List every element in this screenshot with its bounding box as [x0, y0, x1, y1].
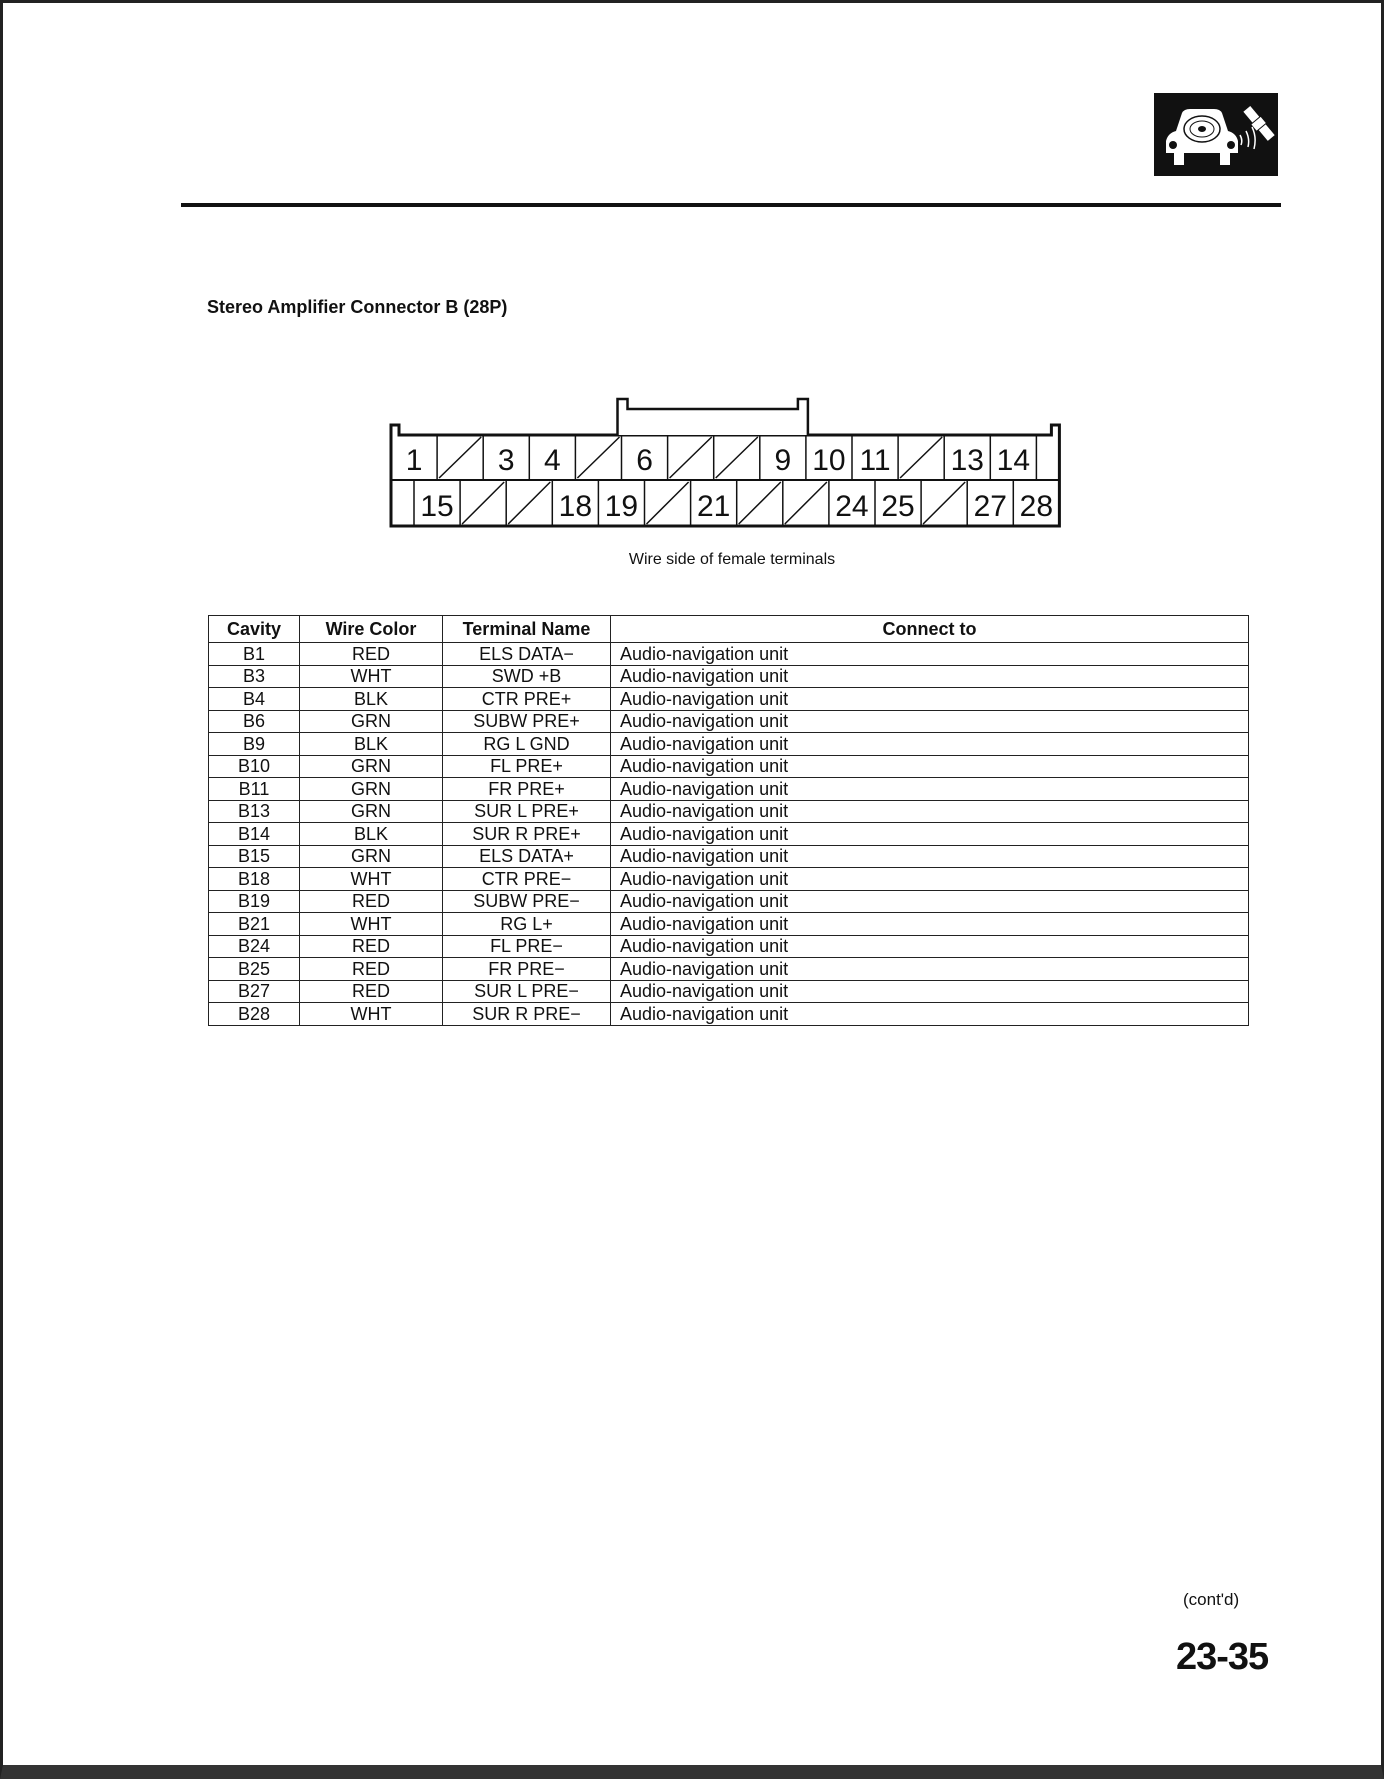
unused-cavity-slash — [716, 437, 758, 478]
cell-wire-color: GRN — [300, 755, 443, 778]
unused-cavity-slash — [439, 437, 481, 478]
table-row — [209, 913, 1249, 936]
cell-cavity: B21 — [209, 913, 300, 936]
cell-terminal-name: SUR R PRE− — [443, 1003, 611, 1026]
cell-connect-to: Audio-navigation unit — [611, 755, 1249, 778]
connector-diagram — [380, 395, 1080, 545]
cell-cavity: B13 — [209, 800, 300, 823]
cell-connect-to: Audio-navigation unit — [611, 733, 1249, 756]
cell-terminal-name: ELS DATA+ — [443, 845, 611, 868]
cell-wire-color: WHT — [300, 868, 443, 891]
header-rule — [181, 203, 1281, 207]
unused-cavity-slash — [670, 437, 712, 478]
cavity-number: 27 — [973, 490, 1007, 523]
cell-connect-to: Audio-navigation unit — [611, 688, 1249, 711]
cell-wire-color: BLK — [300, 823, 443, 846]
cell-connect-to: Audio-navigation unit — [611, 823, 1249, 846]
unused-cavity-slash — [785, 482, 827, 524]
cell-connect-to: Audio-navigation unit — [611, 868, 1249, 891]
table-row — [209, 823, 1249, 846]
cell-cavity: B4 — [209, 688, 300, 711]
table-row — [209, 643, 1249, 666]
table-row — [209, 958, 1249, 981]
unused-cavity-slash — [647, 482, 689, 524]
cell-connect-to: Audio-navigation unit — [611, 913, 1249, 936]
cell-terminal-name: CTR PRE+ — [443, 688, 611, 711]
cell-terminal-name: FL PRE− — [443, 935, 611, 958]
cell-wire-color: GRN — [300, 778, 443, 801]
cell-wire-color: GRN — [300, 710, 443, 733]
cell-terminal-name: FR PRE+ — [443, 778, 611, 801]
cavity-number: 18 — [558, 490, 593, 523]
unused-cavity-slash — [577, 437, 619, 478]
cell-connect-to: Audio-navigation unit — [611, 935, 1249, 958]
cell-terminal-name: SWD +B — [443, 665, 611, 688]
cavity-number: 28 — [1019, 490, 1054, 523]
unused-cavity-slash — [739, 482, 781, 524]
cell-cavity: B9 — [209, 733, 300, 756]
cell-cavity: B27 — [209, 980, 300, 1003]
cell-connect-to: Audio-navigation unit — [611, 890, 1249, 913]
table-header-row — [209, 616, 1249, 643]
table-row — [209, 778, 1249, 801]
cell-terminal-name: SUBW PRE+ — [443, 710, 611, 733]
cell-connect-to: Audio-navigation unit — [611, 800, 1249, 823]
cell-terminal-name: FL PRE+ — [443, 755, 611, 778]
table-row — [209, 688, 1249, 711]
unused-cavity-slash — [508, 482, 550, 524]
cell-wire-color: RED — [300, 643, 443, 666]
cell-connect-to: Audio-navigation unit — [611, 710, 1249, 733]
section-title: Stereo Amplifier Connector B (28P) — [207, 297, 508, 317]
cell-cavity: B10 — [209, 755, 300, 778]
audio-navigation-section-icon — [1154, 93, 1278, 176]
cell-terminal-name: ELS DATA− — [443, 643, 611, 666]
cell-wire-color: RED — [300, 935, 443, 958]
cell-terminal-name: SUR L PRE+ — [443, 800, 611, 823]
cell-cavity: B18 — [209, 868, 300, 891]
cell-wire-color: GRN — [300, 845, 443, 868]
table-row — [209, 665, 1249, 688]
cavity-number: 14 — [996, 444, 1031, 477]
cell-connect-to: Audio-navigation unit — [611, 980, 1249, 1003]
table-row — [209, 845, 1249, 868]
cell-cavity: B19 — [209, 890, 300, 913]
cavity-number: 9 — [774, 444, 792, 477]
table-row — [209, 890, 1249, 913]
table-row — [209, 980, 1249, 1003]
cavity-number: 24 — [835, 490, 869, 523]
unused-cavity-slash — [923, 482, 965, 524]
cell-terminal-name: SUR L PRE− — [443, 980, 611, 1003]
table-row — [209, 935, 1249, 958]
cell-cavity: B11 — [209, 778, 300, 801]
header-cavity: Cavity — [209, 616, 300, 643]
cell-cavity: B14 — [209, 823, 300, 846]
cavity-number: 25 — [881, 490, 915, 523]
cavity-number: 1 — [405, 444, 423, 477]
cavity-number: 19 — [604, 490, 639, 523]
cell-terminal-name: SUBW PRE− — [443, 890, 611, 913]
cell-cavity: B6 — [209, 710, 300, 733]
connector-lock-tab — [618, 399, 808, 435]
connector-caption: Wire side of female terminals — [628, 551, 836, 568]
cell-wire-color: RED — [300, 958, 443, 981]
cell-connect-to: Audio-navigation unit — [611, 958, 1249, 981]
cell-wire-color: GRN — [300, 800, 443, 823]
cell-terminal-name: RG L GND — [443, 733, 611, 756]
cell-wire-color: RED — [300, 890, 443, 913]
unused-cavity-slash — [462, 482, 504, 524]
cavity-number: 10 — [812, 444, 846, 477]
cell-cavity: B15 — [209, 845, 300, 868]
header-terminal-name: Terminal Name — [443, 616, 611, 643]
cavity-number: 15 — [420, 490, 454, 523]
cell-cavity: B28 — [209, 1003, 300, 1026]
header-wire-color: Wire Color — [300, 616, 443, 643]
cell-connect-to: Audio-navigation unit — [611, 778, 1249, 801]
cell-cavity: B3 — [209, 665, 300, 688]
cell-wire-color: WHT — [300, 913, 443, 936]
pinout-table — [208, 615, 1249, 1026]
table-row — [209, 800, 1249, 823]
cell-connect-to: Audio-navigation unit — [611, 665, 1249, 688]
table-row — [209, 733, 1249, 756]
table-row — [209, 755, 1249, 778]
cell-connect-to: Audio-navigation unit — [611, 1003, 1249, 1026]
cell-connect-to: Audio-navigation unit — [611, 845, 1249, 868]
cell-wire-color: RED — [300, 980, 443, 1003]
cell-terminal-name: SUR R PRE+ — [443, 823, 611, 846]
cell-terminal-name: CTR PRE− — [443, 868, 611, 891]
continued-label: (cont'd) — [1183, 1590, 1240, 1609]
cavity-number: 13 — [950, 444, 984, 477]
table-row — [209, 868, 1249, 891]
header-connect-to: Connect to — [611, 616, 1249, 643]
cell-connect-to: Audio-navigation unit — [611, 643, 1249, 666]
cell-terminal-name: FR PRE− — [443, 958, 611, 981]
cavity-number: 3 — [497, 444, 515, 477]
page-number: 23-35 — [1176, 1636, 1269, 1678]
cell-wire-color: WHT — [300, 665, 443, 688]
table-row — [209, 710, 1249, 733]
cavity-number: 11 — [859, 444, 891, 477]
cell-wire-color: BLK — [300, 688, 443, 711]
table-row — [209, 1003, 1249, 1026]
cavity-number: 4 — [544, 444, 561, 477]
unused-cavity-slash — [900, 437, 942, 478]
cell-terminal-name: RG L+ — [443, 913, 611, 936]
cell-cavity: B1 — [209, 643, 300, 666]
cavity-number: 6 — [636, 444, 653, 477]
cell-wire-color: WHT — [300, 1003, 443, 1026]
cell-cavity: B25 — [209, 958, 300, 981]
cell-cavity: B24 — [209, 935, 300, 958]
cell-wire-color: BLK — [300, 733, 443, 756]
cavity-number: 21 — [696, 490, 731, 523]
